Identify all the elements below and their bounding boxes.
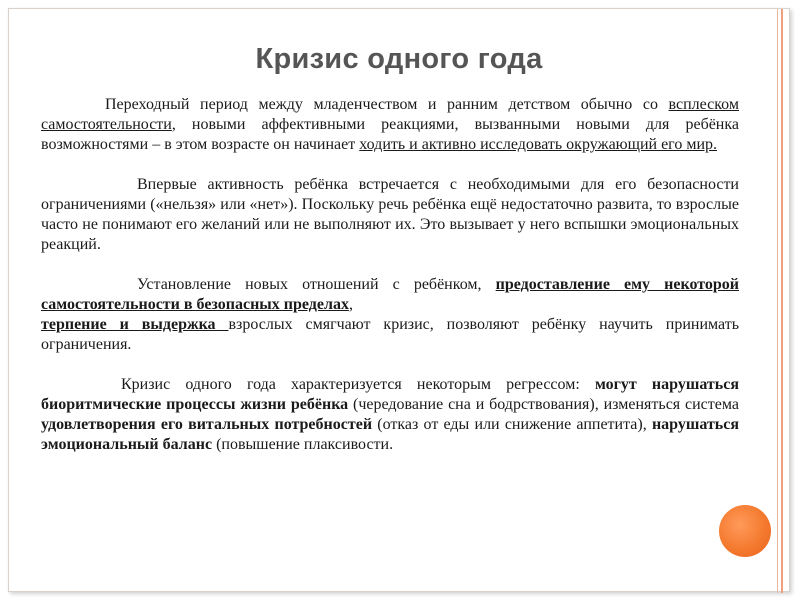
p3-text-e: взрослых смягчают кризис, позволяют ребёнку научить принимать ограничения. xyxy=(41,316,739,353)
p1-text-a: Переходный период между младенчеством и ранним детством обычно со xyxy=(105,96,669,113)
paragraph-3 xyxy=(41,275,739,355)
p4-bold-biorhythms: могут нарушаться биоритмические процессы жизни ребёнка xyxy=(41,376,739,413)
paragraph-4 xyxy=(41,375,739,455)
decorative-rule-thick xyxy=(781,9,783,593)
p4-text-c: (чередование сна и бодрствования), изменяться система xyxy=(348,396,739,413)
slide-body xyxy=(41,95,739,475)
p4-text-g: (повышение плаксивости. xyxy=(212,436,394,453)
p1-underlined-autonomy: всплеском самостоятельности xyxy=(41,96,739,133)
slide xyxy=(8,8,790,592)
p3-text-a: Установление новых отношений с ребёнком, xyxy=(137,276,496,293)
decorative-rule-thin xyxy=(777,9,778,593)
p1-underlined-walking: ходить и активно исследовать окружающий его мир. xyxy=(359,136,718,153)
p3-underlined-independence: предоставление ему некоторой самостоятельности в безопасных пределах xyxy=(41,276,740,313)
p3-underlined-patience: терпение и выдержка xyxy=(41,316,229,333)
p4-text-a: Кризис одного года характеризуется некоторым регрессом: xyxy=(121,376,595,393)
paragraph-2: Впервые активность ребёнка встречается с необходимыми для его безопасности ограничениями («нельзя» или «нет»). Поскольку речь ребёнка ещё недостаточно развита, то взрослые часто не понимают его желаний или не выполняют их. Это вызывает у него вспышки эмоциональных реакций. xyxy=(41,176,739,253)
p4-text-e: (отказ от еды или снижение аппетита), xyxy=(372,416,652,433)
orange-circle-decoration xyxy=(719,505,771,557)
p1-text-c: , новыми аффективными реакциями, вызванными новыми для ребёнка возможностями – в этом возрасте он начинает xyxy=(41,116,739,153)
p4-bold-balance: нарушаться эмоциональный баланс xyxy=(41,416,740,453)
p3-text-c: , xyxy=(348,296,353,313)
p4-bold-needs: удовлетворения его витальных потребностей xyxy=(41,416,373,433)
slide-title: Кризис одного года xyxy=(255,43,543,75)
paragraph-1 xyxy=(41,95,739,155)
